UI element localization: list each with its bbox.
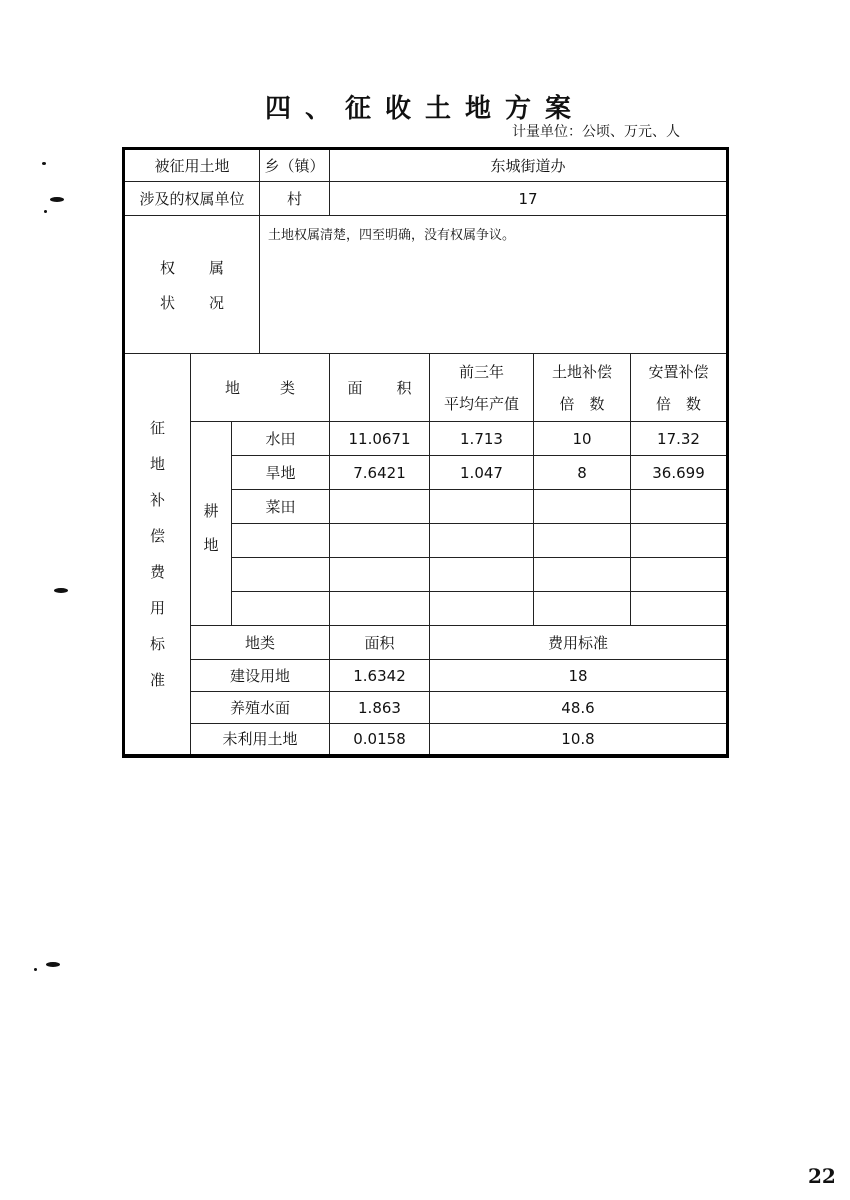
cell-land-multiple — [534, 592, 631, 626]
header-line: 倍 数 — [656, 394, 702, 413]
ownership-unit-label-1: 被征用土地 — [124, 149, 260, 182]
cell-type — [232, 558, 330, 592]
scan-mark — [44, 210, 47, 213]
cell-area — [330, 524, 430, 558]
cell-resettle-multiple — [631, 592, 728, 626]
table-row — [124, 660, 728, 692]
other-header-fee-standard: 费用标准 — [430, 626, 728, 660]
cell-resettle-multiple — [631, 490, 728, 524]
cell-land-multiple: 10 — [534, 422, 631, 456]
cell-land-multiple: 8 — [534, 456, 631, 490]
header-line: 平均年产值 — [443, 394, 519, 413]
table-row — [124, 422, 728, 456]
label-char: 标 — [149, 634, 165, 653]
header-land-type — [191, 354, 330, 422]
label-char: 准 — [149, 670, 165, 689]
cell-fee-standard: 10.8 — [430, 724, 728, 756]
cell-area: 1.863 — [330, 692, 430, 724]
label-char: 况 — [208, 293, 224, 312]
cell-avg-output — [430, 558, 534, 592]
label-char: 征 — [149, 418, 165, 437]
label-char: 费 — [149, 562, 165, 581]
header-resettle-multiple — [631, 354, 728, 422]
table-row — [124, 724, 728, 756]
cell-resettle-multiple: 36.699 — [631, 456, 728, 490]
cell-type — [232, 524, 330, 558]
cell-type: 菜田 — [232, 490, 330, 524]
header-line: 前三年 — [458, 362, 504, 381]
scan-mark — [54, 588, 68, 593]
cell-fee-standard: 18 — [430, 660, 728, 692]
cell-avg-output — [430, 524, 534, 558]
cell-type: 养殖水面 — [191, 692, 330, 724]
township-label: 乡（镇） — [260, 149, 330, 182]
cell-resettle-multiple: 17.32 — [631, 422, 728, 456]
page-number: 22 — [808, 1164, 836, 1188]
scan-mark — [50, 197, 64, 202]
header-land-multiple — [534, 354, 631, 422]
header-char: 面 — [347, 379, 363, 397]
unit-note: 计量单位：公顷、万元、人 — [512, 124, 680, 140]
township-value: 东城街道办 — [330, 149, 728, 182]
cultivated-label — [191, 422, 232, 626]
label-char: 用 — [149, 598, 165, 617]
table-row — [124, 692, 728, 724]
label-char: 权 — [159, 258, 175, 277]
cell-area: 11.0671 — [330, 422, 430, 456]
village-value: 17 — [330, 182, 728, 216]
header-avg-output — [430, 354, 534, 422]
table-row — [124, 216, 728, 354]
cell-type: 未利用土地 — [191, 724, 330, 756]
cell-type: 旱地 — [232, 456, 330, 490]
cell-area — [330, 592, 430, 626]
label-char: 耕 — [203, 501, 219, 520]
cell-avg-output: 1.047 — [430, 456, 534, 490]
cell-type: 建设用地 — [191, 660, 330, 692]
cell-area: 7.6421 — [330, 456, 430, 490]
header-char: 类 — [280, 379, 296, 397]
cell-land-multiple — [534, 558, 631, 592]
cell-resettle-multiple — [631, 558, 728, 592]
cell-land-multiple — [534, 524, 631, 558]
cell-resettle-multiple — [631, 524, 728, 558]
cell-type: 水田 — [232, 422, 330, 456]
cell-area — [330, 558, 430, 592]
label-char: 地 — [149, 454, 165, 473]
table-row — [124, 149, 728, 182]
cell-avg-output — [430, 592, 534, 626]
scan-mark — [42, 162, 46, 165]
cell-area: 1.6342 — [330, 660, 430, 692]
label-char: 补 — [149, 490, 165, 509]
cell-avg-output — [430, 490, 534, 524]
cell-fee-standard: 48.6 — [430, 692, 728, 724]
label-char: 偿 — [149, 526, 165, 545]
label-char: 状 — [159, 293, 175, 312]
scan-mark — [34, 968, 37, 971]
header-line: 倍 数 — [559, 394, 605, 413]
land-acquisition-table — [122, 147, 729, 758]
ownership-unit-label-2: 涉及的权属单位 — [124, 182, 260, 216]
ownership-status-text: 土地权属清楚，四至明确，没有权属争议。 — [260, 216, 728, 354]
other-header-area: 面积 — [330, 626, 430, 660]
compensation-side-label — [124, 354, 191, 756]
header-line: 土地补偿 — [551, 362, 612, 381]
header-area — [330, 354, 430, 422]
scan-mark — [46, 962, 60, 967]
cell-area: 0.0158 — [330, 724, 430, 756]
header-line: 安置补偿 — [648, 362, 709, 381]
cell-area — [330, 490, 430, 524]
label-char: 地 — [203, 535, 219, 554]
village-label: 村 — [260, 182, 330, 216]
cell-avg-output: 1.713 — [430, 422, 534, 456]
header-char: 积 — [396, 379, 412, 397]
ownership-status-label — [124, 216, 260, 354]
table-row — [124, 626, 728, 660]
page-title: 四、征收土地方案 — [264, 94, 585, 124]
cell-land-multiple — [534, 490, 631, 524]
cell-type — [232, 592, 330, 626]
label-char: 属 — [208, 258, 224, 277]
table-row — [124, 182, 728, 216]
header-char: 地 — [224, 379, 240, 397]
other-header-land-type: 地类 — [191, 626, 330, 660]
table-row — [124, 354, 728, 422]
